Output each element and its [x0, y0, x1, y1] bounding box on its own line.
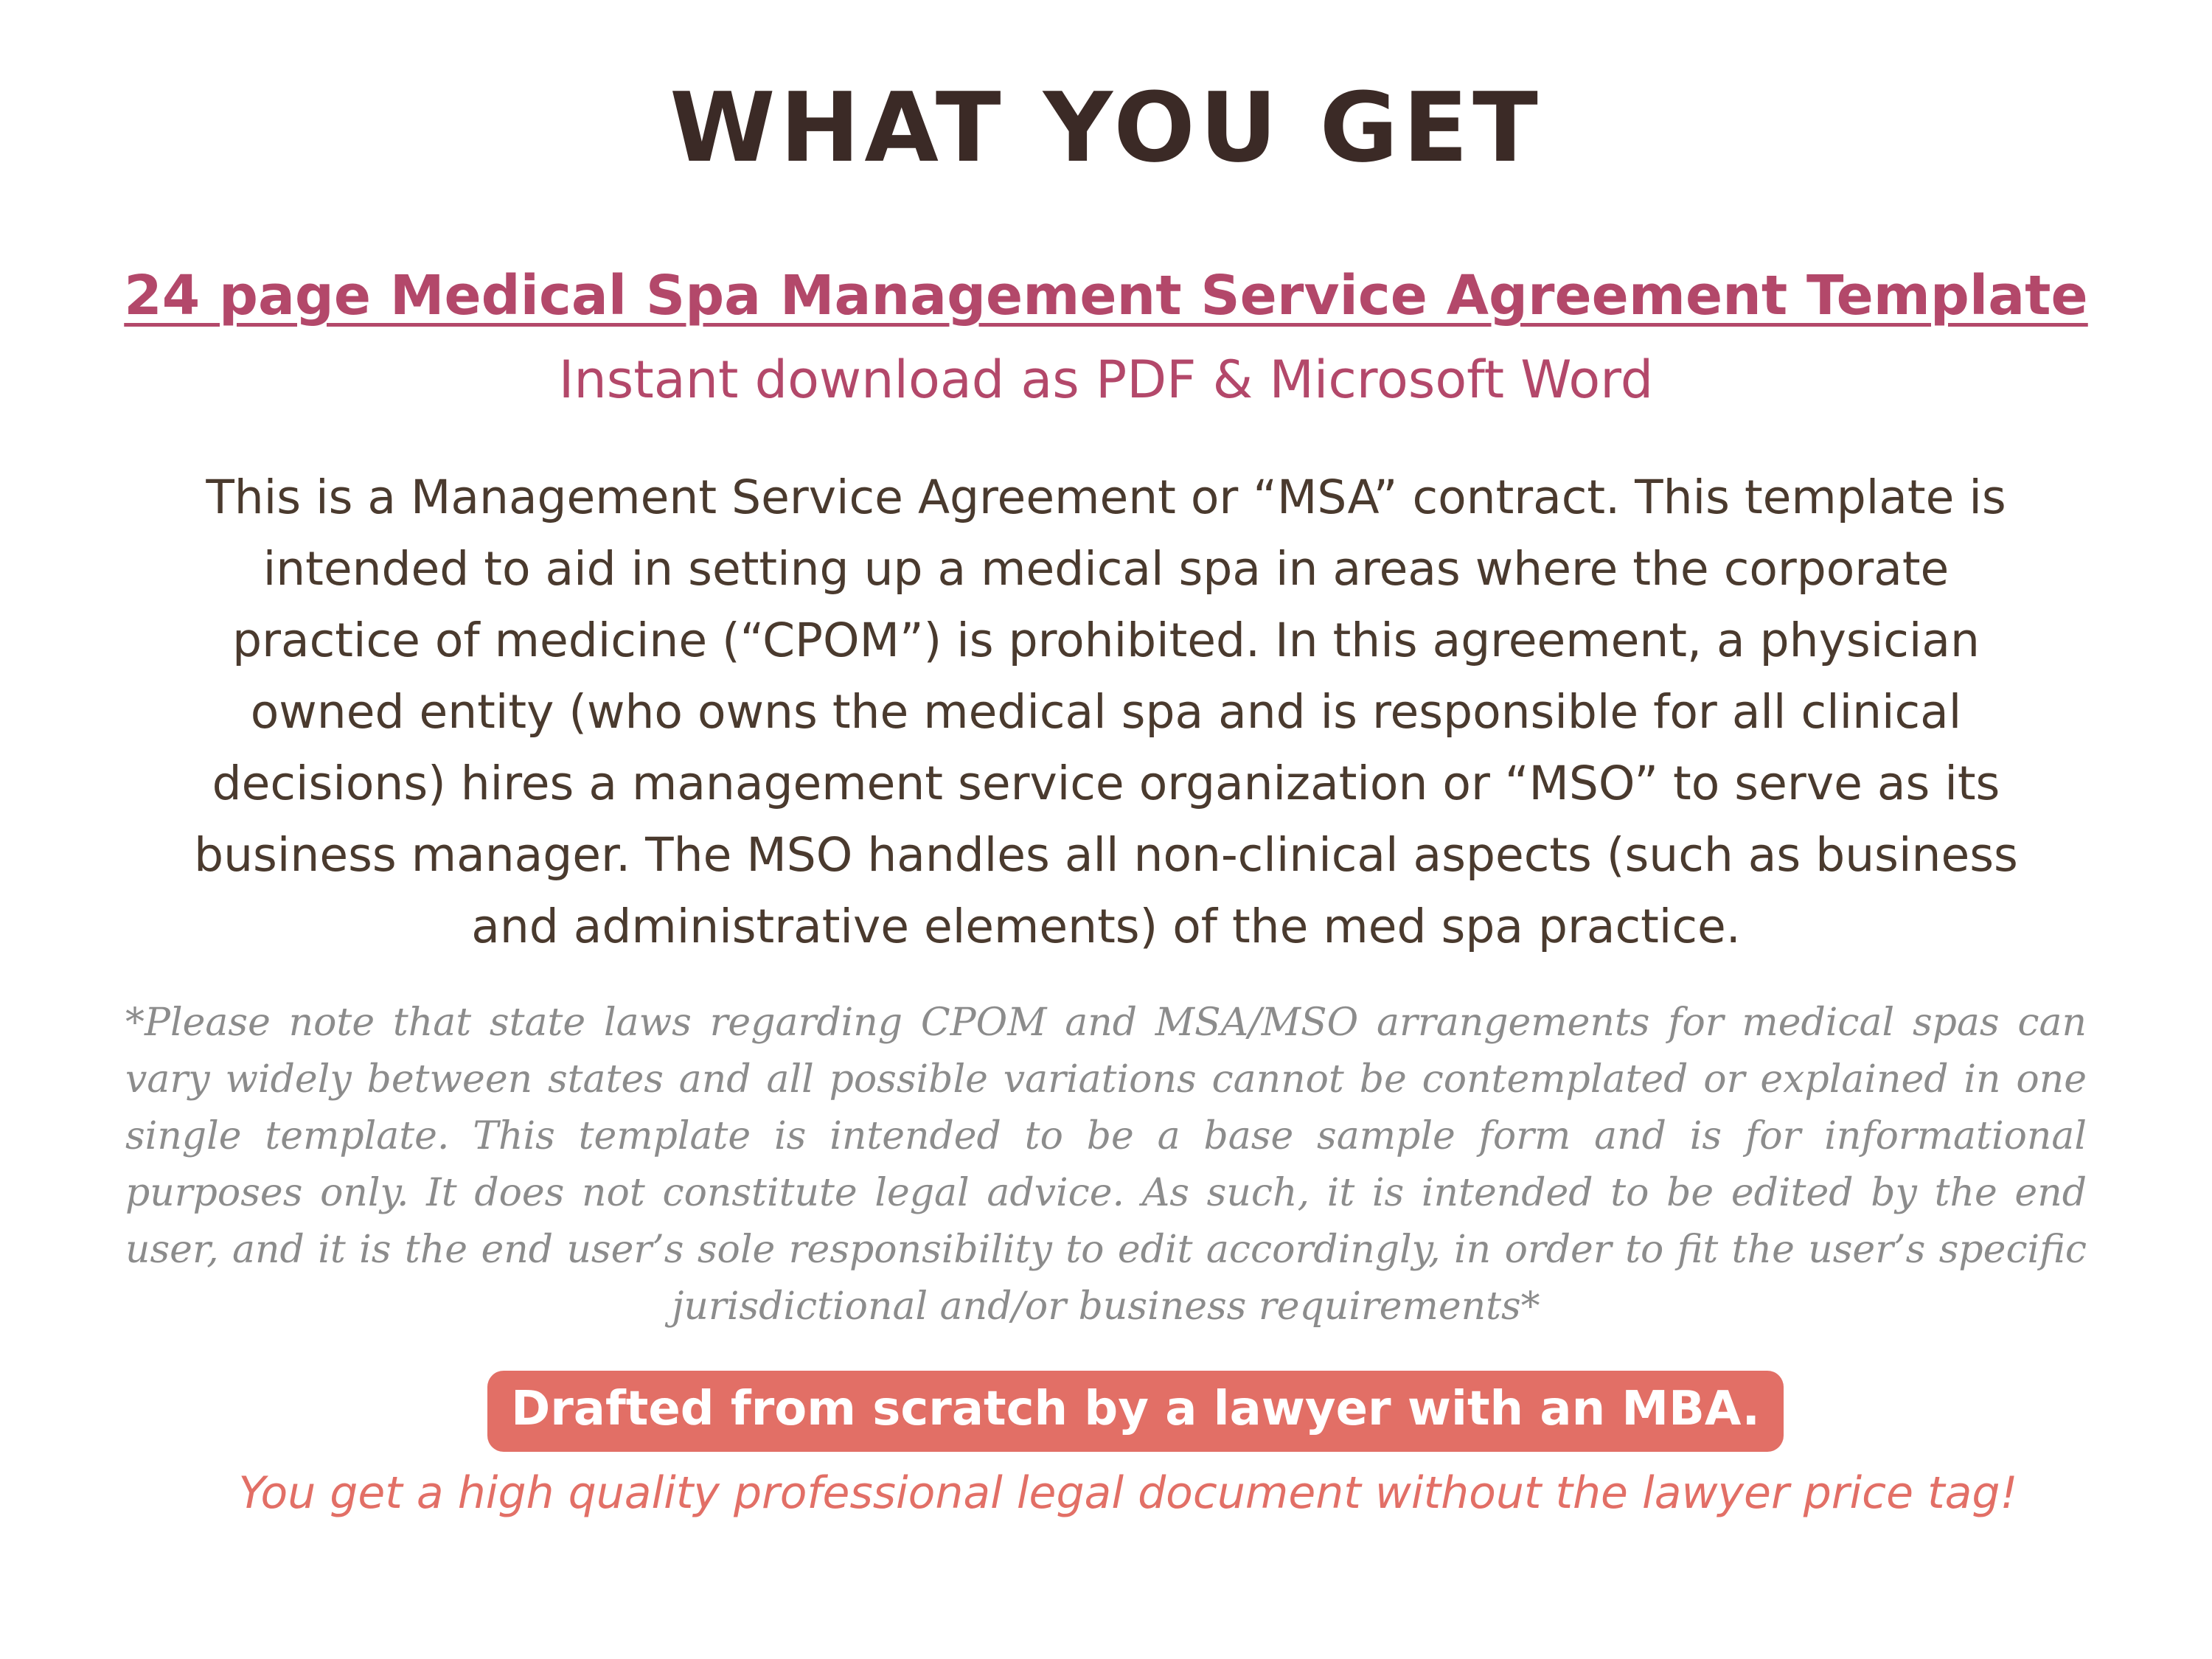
lawyer-badge: Drafted from scratch by a lawyer with an MBA. — [487, 1371, 1784, 1452]
product-subtitle: Instant download as PDF & Microsoft Word — [558, 349, 1654, 410]
description-paragraph: This is a Management Service Agreement or “MSA” contract. This template is intended to aid in setting up a medical spa in areas where the corporate practice of medicine (“CPOM”) is prohibited. In this agreement, a physician owned entity (who owns the medical spa and is responsible for all clinical decisions) hires a management service organization or “MSO” to serve as its business manager. The MSO handles all non-clinical aspects (such as business and administrative elements) of the med spa practice. — [194, 470, 2018, 953]
disclaimer-paragraph: *Please note that state laws regarding CPOM and MSA/MSO arrangements for medical spas can vary widely between states and all possible variations cannot be contemplated or explained in one single template. This template is intended to be a base sample form and is for informational purposes only. It does not constitute legal advice. As such, it is intended to be edited by the end user, and it is the end user’s sole responsibility to edit accordingly, in order to fit the user’s specific jurisdictional and/or business requirements* — [125, 1001, 2087, 1329]
product-title: 24 page Medical Spa Management Service Agreement Template — [124, 264, 2088, 327]
tagline: You get a high quality professional legal document without the lawyer price tag! — [238, 1467, 2018, 1519]
page-title: WHAT YOU GET — [669, 72, 1543, 184]
